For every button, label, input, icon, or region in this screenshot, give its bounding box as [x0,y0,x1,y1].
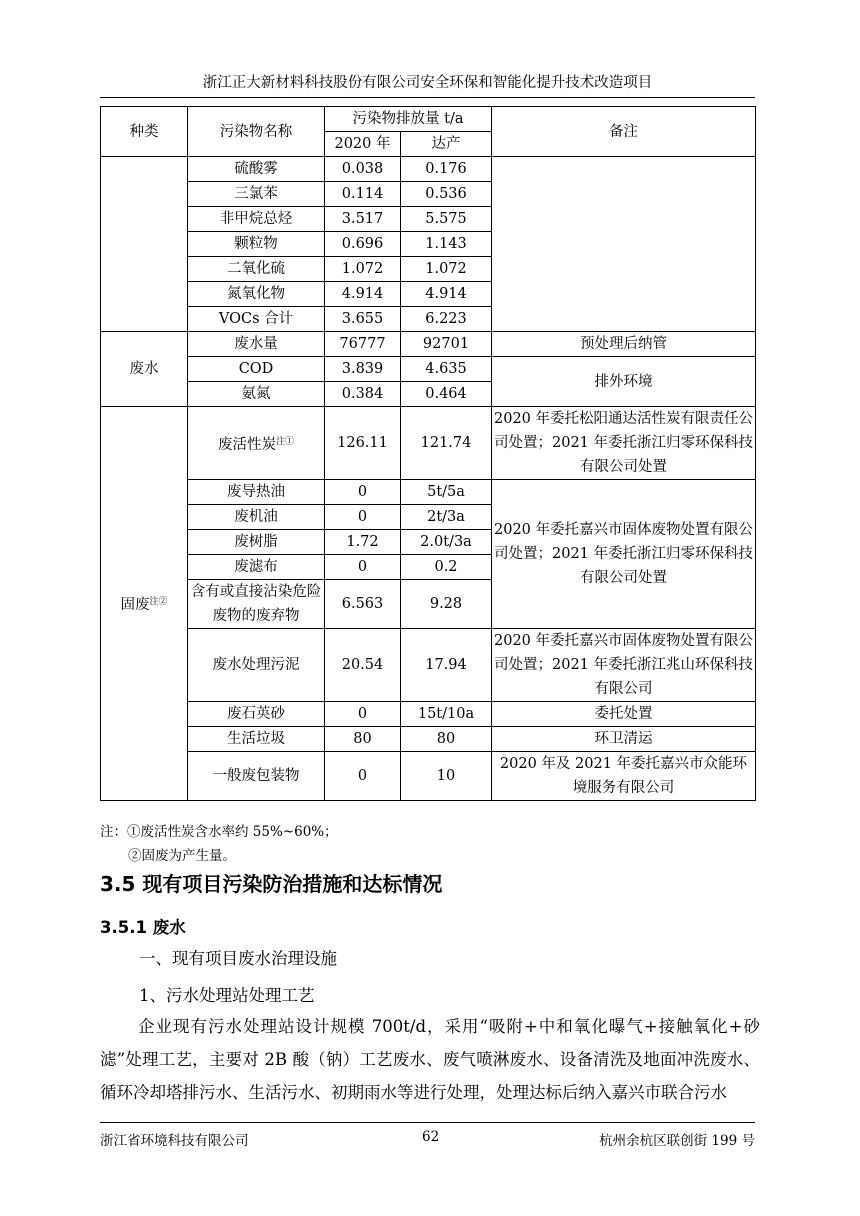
cell-2020: 0.696 [325,232,401,257]
subsection-title: 3.5.1 废水 [100,918,186,937]
header-title: 浙江正大新材料科技股份有限公司安全环保和智能化提升技术改造项目 [202,75,653,91]
cell-full: 2.0t/3a [401,530,492,555]
cell-name: 废水处理污泥 [188,629,325,702]
cell-name: COD [188,357,325,382]
cell-name: VOCs 合计 [188,307,325,332]
cell-full: 4.635 [401,357,492,382]
body-paragraph: 企业现有污水处理站设计规模 700t/d，采用“吸附+中和氧化曝气+接触氧化+砂滤”处理工艺，主要对 2B 酸（钠）工艺废水、废气喷淋废水、设备清洗及地面冲洗废水、循环冷却塔排污水、生活污水、初期雨水等进行处理，处理达标后纳入嘉兴市联合污水 [100,1017,760,1102]
table-header-row [101,107,756,132]
cell-remark: 预处理后纳管 [492,332,756,357]
cell-full: 15t/10a [401,702,492,727]
table-row [101,727,756,752]
table-notes [100,820,338,868]
cell-2020: 20.54 [325,629,401,702]
cell-full: 0.2 [401,555,492,580]
header-category: 种类 [101,107,188,157]
solid-category-note: 注② [149,597,168,607]
table-row [101,480,756,505]
paragraph-heading-2: 1、污水处理站处理工艺 [139,986,315,1005]
table-row [101,332,756,357]
cell-2020: 6.563 [325,580,401,629]
cell-name: 三氯苯 [188,182,325,207]
cell-full: 5.575 [401,207,492,232]
cell-full: 1.072 [401,257,492,282]
footer-company: 浙江省环境科技有限公司 [100,1133,249,1149]
cell-full: 10 [401,752,492,801]
section-title: 3.5 现有项目污染防治措施和达标情况 [100,872,443,896]
cell-remark: 环卫清运 [492,727,756,752]
cell-name: 颗粒物 [188,232,325,257]
cell-name: 废滤布 [188,555,325,580]
cell-remark: 2020 年委托嘉兴市固体废物处置有限公司处置；2021 年委托浙江归零环保科技有限公司处置 [492,480,756,629]
cell-name-text: 废活性炭 [217,436,276,453]
cell-remark: 2020 年委托嘉兴市固体废物处置有限公司处置；2021 年委托浙江兆山环保科技有限公司 [492,629,756,702]
cell-full: 0.176 [401,157,492,182]
cell-full: 6.223 [401,307,492,332]
cell-full: 121.74 [401,407,492,480]
cell-2020: 0 [325,480,401,505]
solid-category-cell [101,407,188,801]
cell-2020: 0.384 [325,382,401,407]
cell-remark: 2020 年及 2021 年委托嘉兴市众能环境服务有限公司 [492,752,756,801]
water-category: 废水 [101,332,188,407]
cell-name: 氮氧化物 [188,282,325,307]
cell-2020: 0.038 [325,157,401,182]
cell-full: 1.143 [401,232,492,257]
cell-remark: 委托处置 [492,702,756,727]
cell-2020: 126.11 [325,407,401,480]
table-row [101,752,756,801]
cell-name: 废水量 [188,332,325,357]
cell-full: 2t/3a [401,505,492,530]
cell-name: 含有或直接沾染危险废物的废弃物 [188,580,325,629]
cell-name: 氨氮 [188,382,325,407]
cell-2020: 80 [325,727,401,752]
header-full: 达产 [401,132,492,157]
cell-full: 0.536 [401,182,492,207]
cell-name: 废树脂 [188,530,325,555]
emission-table [100,106,756,801]
cell-2020: 3.839 [325,357,401,382]
cell-2020: 0 [325,752,401,801]
note-2: ②固废为产生量。 [128,848,236,864]
cell-full: 80 [401,727,492,752]
cell-remark: 2020 年委托松阳通达活性炭有限责任公司处置；2021 年委托浙江归零环保科技有限公司处置 [492,407,756,480]
header-2020: 2020 年 [325,132,401,157]
note-1: 注：①废活性炭含水率约 55%~60%； [100,824,338,840]
cell-2020: 0 [325,702,401,727]
footer-address: 杭州余杭区联创街 199 号 [599,1133,755,1149]
cell-name: 废导热油 [188,480,325,505]
cell-full: 9.28 [401,580,492,629]
header-name: 污染物名称 [188,107,325,157]
table-row [101,407,756,480]
cell-full: 0.464 [401,382,492,407]
table-row [101,357,756,382]
cell-name-note: 注① [275,436,294,447]
cell-2020: 0.114 [325,182,401,207]
cell-2020: 3.517 [325,207,401,232]
page-number: 62 [422,1129,440,1145]
cell-full: 17.94 [401,629,492,702]
cell-name: 二氧化硫 [188,257,325,282]
cell-2020: 4.914 [325,282,401,307]
cell-name: 生活垃圾 [188,727,325,752]
solid-category: 固废 [120,597,150,613]
cell-name: 非甲烷总烃 [188,207,325,232]
cell-full: 4.914 [401,282,492,307]
cell-remark: 排外环境 [492,357,756,407]
cell-name [188,407,325,480]
cell-full: 92701 [401,332,492,357]
gas-remark-cell [492,157,756,332]
cell-name: 硫酸雾 [188,157,325,182]
cell-2020: 3.655 [325,307,401,332]
cell-full: 5t/5a [401,480,492,505]
paragraph-heading-1: 一、现有项目废水治理设施 [139,949,337,968]
page-footer [100,1122,755,1149]
page-header [100,70,755,98]
cell-name: 废机油 [188,505,325,530]
header-remark: 备注 [492,107,756,157]
table-row [101,157,756,182]
cell-2020: 0 [325,555,401,580]
table-row [101,702,756,727]
header-emission: 污染物排放量 t/a [325,107,492,132]
cell-2020: 0 [325,505,401,530]
cell-name: 废石英砂 [188,702,325,727]
gas-category-cell [101,157,188,332]
cell-2020: 1.72 [325,530,401,555]
table-row [101,629,756,702]
cell-name: 一般废包装物 [188,752,325,801]
cell-2020: 76777 [325,332,401,357]
cell-2020: 1.072 [325,257,401,282]
